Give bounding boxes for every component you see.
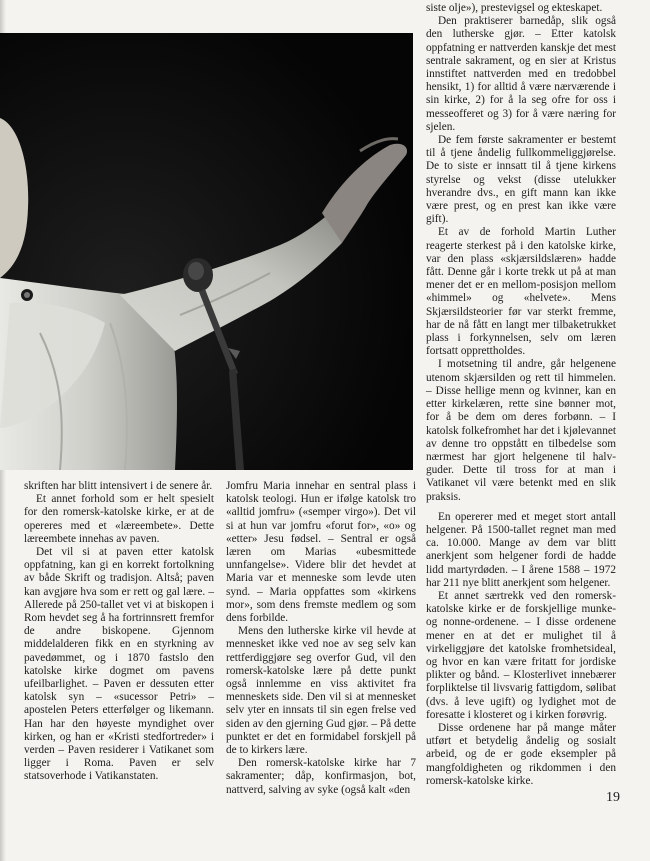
text-column-right xyxy=(426,2,616,788)
paragraph: De fem første sakramenter er bestemt til å tjene åndelig fullkommeliggjørelse. De to siste er innsatt til å tjene kirkens styrelse og vekst (disse utelukker hverandre dvs., en gift mann kan ikke være prest, og en prest kan ikke være gift). xyxy=(426,134,616,226)
text-column-middle xyxy=(226,480,416,797)
paragraph: siste olje»), prestevigsel og ekteskapet. xyxy=(426,2,603,14)
paragraph: I motsetning til andre, går helgenene utenom skjærsilden og rett til himmelen. – Disse hellige menn og kvinner, kan en etter kirkelæren, rette sine bønner mot, for å be dem om deres forbønn. – I katolsk folkefromhet har det i kjølevannet av denne tro oppstått en tilbedelse som nærmest har gjort helgenene til halv-guder. Dette til tross for at man i Vatikanet vil være betenkt med en slik praksis. xyxy=(426,358,616,503)
paragraph: Den praktiserer barnedåp, slik også den lutherske gjør. – Etter katolsk oppfatning er nattverden kanskje det mest sentrale sakrament, og en sier at Kristus innstiftet nattverden med en tredobbel hensikt, 1) for alltid å være nærværende i sin kirke, 2) for å la seg ofre for oss i messeofferet og 3) for å være næring for sjelen. xyxy=(426,15,616,133)
paragraph: Det vil si at paven etter katolsk oppfatning, kan gi en korrekt fortolkning av både Skrift og tradisjon. Altså; paven kan avgjøre hva som er rett og gal lære. – Allerede på 250-tallet vet vi at biskopen i Rom hevdet seg å ha fortrinnsrett fremfor de andre biskopene. Gjennom middelalderen fikk en en styrkning av pavedømmet, og i 1870 fastslo den katolske kirke dogmet om pavens ufeilbarlighet. – Paven er dessuten etter katolsk syn – «sucessor Petri» – apostelen Peters etterfølger og likemann. Han har den høyeste myndighet over kirken, og han er «Kristi stedfortreder» i verden – Paven residerer i Vatikanet som ligger i Roma. Paven er selv statsoverhode i Vatikanstaten. xyxy=(24,546,214,783)
paragraph: Mens den lutherske kirke vil hevde at mennesket ikke ved noe av seg selv kan rettferdiggjøre seg overfor Gud, vil den romersk-katolske lære på dette punkt også innlemme en viss aktivitet fra menneskets side. Den vil si at mennesket selv yter en innsats til sin egen frelse ved siden av den gjerning Gud gjør. – På dette punktet er det en formidabel forskjell på de to kirkers lære. xyxy=(226,625,416,757)
paragraph: Et annet særtrekk ved den romersk-katolske kirke er de forskjellige munke- og nonne-ordenene. – I disse ordenene mener en at det er mulighet til å virkeliggjøre det katolske fromhetsideal, og hvor en kan være fritatt for jordiske plikter og bånd. – Klosterlivet innebærer forpliktelse til livsvarig fattigdom, sølibat (dvs. å leve ugift) og lydighet mot de foresatte i klosteret og i kirken forøvrig. xyxy=(426,589,616,721)
paragraph: skriften har blitt intensivert i de senere år. xyxy=(24,480,213,492)
page-number: 19 xyxy=(606,790,620,805)
paragraph: En opererer med et meget stort antall helgener. På 1500-tallet regnet man med ca. 10.000. Mange av dem var blitt anerkjent som helgener fordi de hadde lidd martyrdøden. – I årene 1588 – 1972 har 211 nye blitt anerkjent som helgener. xyxy=(426,510,616,589)
text-column-left xyxy=(24,480,214,784)
paragraph: Disse ordenene har på mange måter utført et betydelig åndelig og sosialt arbeid, og de er gode eksempler på mangfoldigheten og rikdommen i den romersk-katolske kirke. xyxy=(426,721,616,787)
paragraph: Et av de forhold Martin Luther reagerte sterkest på i den katolske kirke, var den plass «skjærsildslæren» hadde fått. Denne går i korte trekk ut på at man mener det er en mellom-posisjon mellom «himmel» og «helvete». Mens Skjærsildsteorier før var sterkt fremme, har de nå fått en langt mer tilbaketrukket plass i forkynnelsen, selv om læren fortsatt opprettholdes. xyxy=(426,226,616,358)
paragraph: Jomfru Maria innehar en sentral plass i katolsk teologi. Hun er ifølge katolsk tro «alltid jomfru» («semper virgo»). Det vil si at hun var jomfru «forut for», «ο» og «etter» Jesu fødsel. – Sentral er også læren om Marias «ubesmittede unnfangelse». Videre blir det hevdet at Maria var et menneske som levde uten synd. – Maria oppfattes som «kirkens mor», som dens fremste medlem og som dens forbilde. xyxy=(226,480,416,625)
pope-photo xyxy=(0,33,413,470)
paragraph: Et annet forhold som er helt spesielt for den romersk-katolske kirke, er at de opereres med et «læreembete». Dette læreembete innehas av paven. xyxy=(24,493,214,545)
paragraph: Den romersk-katolske kirke har 7 sakramenter; dåp, konfirmasjon, bot, nattverd, salving av syke (også kalt «den xyxy=(226,757,416,796)
